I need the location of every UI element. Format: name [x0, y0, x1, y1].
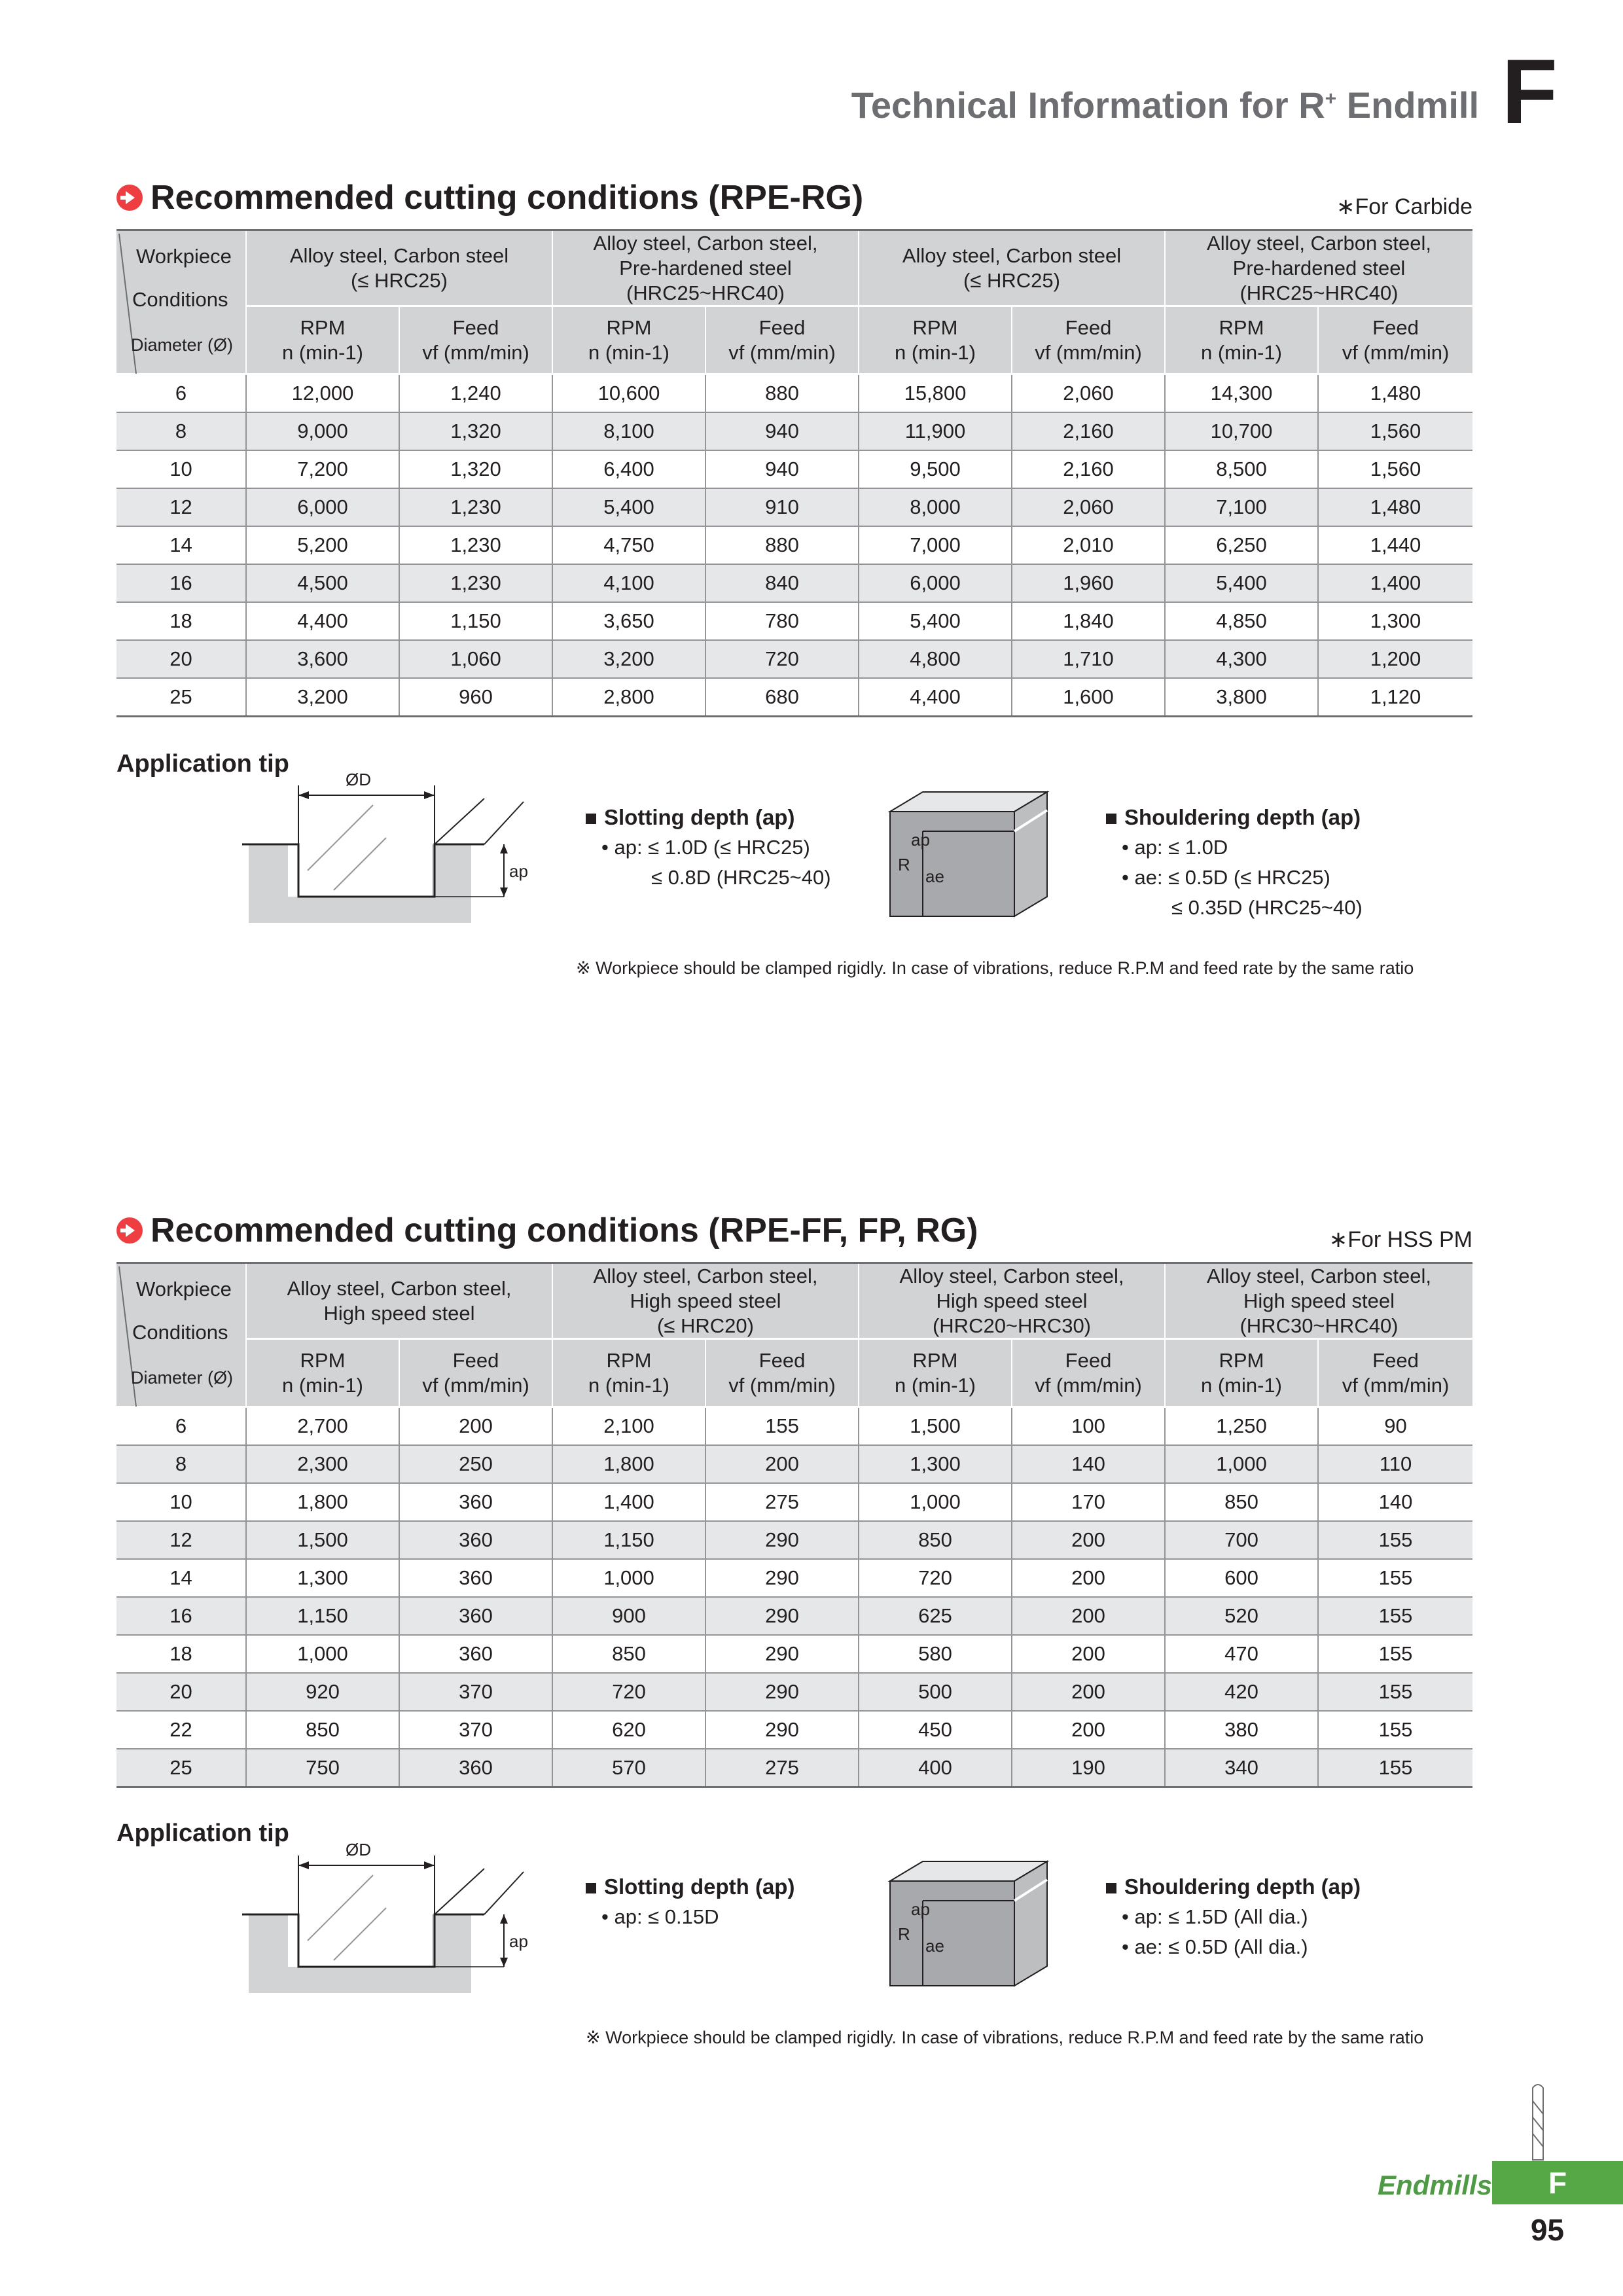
rpm-header: RPM n (min-1) — [859, 1339, 1012, 1407]
feed-cell: 1,320 — [399, 412, 552, 450]
feed-cell: 370 — [399, 1673, 552, 1711]
rpm-cell: 4,300 — [1165, 640, 1318, 678]
table-row — [116, 1521, 1472, 1559]
feed-cell: 960 — [399, 678, 552, 717]
feed-header: Feed vf (mm/min) — [399, 1339, 552, 1407]
rpm-cell: 1,300 — [246, 1559, 399, 1597]
rpm-cell: 2,300 — [246, 1445, 399, 1483]
rpm-header: RPM n (min-1) — [552, 306, 705, 374]
feed-cell: 1,440 — [1318, 526, 1472, 564]
rpm-cell: 3,200 — [552, 640, 705, 678]
table-row — [116, 450, 1472, 488]
cutting-table-rpe-ff-fp-rg — [116, 1262, 1472, 1788]
table-row — [116, 1483, 1472, 1521]
feed-cell: 2,010 — [1012, 526, 1165, 564]
feed-cell: 290 — [705, 1711, 859, 1749]
rpm-cell: 14,300 — [1165, 374, 1318, 413]
shoulder-block-diagram — [883, 785, 1054, 929]
feed-cell: 290 — [705, 1597, 859, 1635]
feed-cell: 880 — [705, 374, 859, 413]
table-row — [116, 640, 1472, 678]
diameter-cell: 18 — [116, 602, 246, 640]
slot-diagram — [236, 766, 550, 923]
table-row — [116, 602, 1472, 640]
feed-cell: 780 — [705, 602, 859, 640]
rpm-cell: 900 — [552, 1597, 705, 1635]
feed-cell: 1,300 — [1318, 602, 1472, 640]
group-header: Alloy steel, Carbon steel (≤ HRC25) — [859, 230, 1165, 306]
feed-cell: 1,960 — [1012, 564, 1165, 602]
feed-header: Feed vf (mm/min) — [705, 1339, 859, 1407]
rpm-cell: 3,650 — [552, 602, 705, 640]
block-ap-label: ap — [911, 830, 930, 850]
feed-cell: 2,160 — [1012, 412, 1165, 450]
feed-cell: 940 — [705, 412, 859, 450]
shouldering-depth-block: Shouldering depth (ap) • ap: ≤ 1.0D • ae: ≤ 0.5D (≤ HRC25) ≤ 0.35D (HRC25~40) — [1106, 802, 1363, 923]
rpm-cell: 10,700 — [1165, 412, 1318, 450]
page-header — [654, 39, 1571, 143]
rpm-cell: 3,200 — [246, 678, 399, 717]
rpm-cell: 2,700 — [246, 1407, 399, 1446]
feed-cell: 1,230 — [399, 488, 552, 526]
rpm-cell: 6,400 — [552, 450, 705, 488]
rpm-cell: 8,500 — [1165, 450, 1318, 488]
rpm-cell: 1,800 — [552, 1445, 705, 1483]
shoulder-block-diagram — [883, 1855, 1054, 1999]
rpm-cell: 620 — [552, 1711, 705, 1749]
feed-cell: 200 — [705, 1445, 859, 1483]
rpm-cell: 1,150 — [552, 1521, 705, 1559]
rpm-cell: 750 — [246, 1749, 399, 1787]
rpm-cell: 7,100 — [1165, 488, 1318, 526]
diameter-cell: 12 — [116, 1521, 246, 1559]
feed-cell: 1,230 — [399, 526, 552, 564]
rpm-cell: 5,400 — [552, 488, 705, 526]
rpm-cell: 580 — [859, 1635, 1012, 1673]
section-note: ∗For HSS PM — [1329, 1227, 1472, 1252]
feed-cell: 940 — [705, 450, 859, 488]
diameter-cell: 8 — [116, 1445, 246, 1483]
feed-cell: 155 — [1318, 1749, 1472, 1787]
rpm-cell: 4,750 — [552, 526, 705, 564]
group-header: Alloy steel, Carbon steel, Pre-hardened steel (HRC25~HRC40) — [1165, 230, 1472, 306]
rpm-cell: 9,000 — [246, 412, 399, 450]
slot-diagram — [236, 1836, 550, 1993]
footnote: ※ Workpiece should be clamped rigidly. In case of vibrations, reduce R.P.M and feed rate by the same ratio — [586, 2028, 1424, 2047]
rpm-cell: 700 — [1165, 1521, 1318, 1559]
table-row — [116, 1635, 1472, 1673]
table-row — [116, 1445, 1472, 1483]
feed-cell: 200 — [1012, 1597, 1165, 1635]
feed-cell: 1,840 — [1012, 602, 1165, 640]
feed-cell: 1,230 — [399, 564, 552, 602]
table-row — [116, 412, 1472, 450]
feed-cell: 290 — [705, 1559, 859, 1597]
table-row — [116, 1597, 1472, 1635]
diameter-cell: 14 — [116, 1559, 246, 1597]
table-row — [116, 1673, 1472, 1711]
rpm-cell: 4,100 — [552, 564, 705, 602]
feed-cell: 1,600 — [1012, 678, 1165, 717]
rpm-cell: 8,000 — [859, 488, 1012, 526]
rpm-cell: 4,850 — [1165, 602, 1318, 640]
feed-cell: 275 — [705, 1483, 859, 1521]
feed-cell: 155 — [705, 1407, 859, 1446]
feed-cell: 155 — [1318, 1673, 1472, 1711]
diameter-cell: 20 — [116, 640, 246, 678]
rpm-cell: 850 — [552, 1635, 705, 1673]
rpm-cell: 450 — [859, 1711, 1012, 1749]
table-row — [116, 488, 1472, 526]
block-ae-label: ae — [925, 1936, 944, 1956]
feed-cell: 910 — [705, 488, 859, 526]
rpm-cell: 1,800 — [246, 1483, 399, 1521]
rpm-cell: 380 — [1165, 1711, 1318, 1749]
feed-header: Feed vf (mm/min) — [399, 306, 552, 374]
feed-header: Feed vf (mm/min) — [1012, 306, 1165, 374]
rpm-cell: 11,900 — [859, 412, 1012, 450]
feed-cell: 360 — [399, 1597, 552, 1635]
rpm-cell: 4,400 — [859, 678, 1012, 717]
rpm-header: RPM n (min-1) — [859, 306, 1012, 374]
rpm-cell: 1,500 — [859, 1407, 1012, 1446]
rpm-cell: 850 — [859, 1521, 1012, 1559]
rpm-cell: 3,800 — [1165, 678, 1318, 717]
rpm-cell: 5,400 — [1165, 564, 1318, 602]
feed-cell: 2,060 — [1012, 488, 1165, 526]
square-bullet-icon — [586, 1883, 596, 1893]
rpm-cell: 12,000 — [246, 374, 399, 413]
feed-cell: 155 — [1318, 1521, 1472, 1559]
feed-cell: 155 — [1318, 1635, 1472, 1673]
rpm-cell: 420 — [1165, 1673, 1318, 1711]
rpm-header: RPM n (min-1) — [246, 1339, 399, 1407]
slotting-depth-block: Slotting depth (ap) • ap: ≤ 1.0D (≤ HRC25) ≤ 0.8D (HRC25~40) — [586, 802, 831, 893]
section-title-rpe-ff-fp-rg: Recommended cutting conditions (RPE-FF, FP, RG) — [116, 1211, 978, 1250]
footer-category: Endmills — [1377, 2170, 1492, 2200]
diameter-cell: 10 — [116, 1483, 246, 1521]
feed-cell: 720 — [705, 640, 859, 678]
rpm-cell: 8,100 — [552, 412, 705, 450]
diameter-cell: 16 — [116, 564, 246, 602]
rpm-cell: 400 — [859, 1749, 1012, 1787]
feed-cell: 1,120 — [1318, 678, 1472, 717]
feed-cell: 275 — [705, 1749, 859, 1787]
feed-cell: 290 — [705, 1673, 859, 1711]
table-row — [116, 564, 1472, 602]
diameter-label: ØD — [346, 1840, 371, 1859]
section-title-rpe-rg: Recommended cutting conditions (RPE-RG) — [116, 178, 863, 217]
section-bullet-icon — [116, 185, 143, 211]
table-row — [116, 526, 1472, 564]
ap-label: ap — [509, 861, 528, 881]
section-bullet-icon — [116, 1217, 143, 1244]
endmill-icon — [1518, 2081, 1558, 2166]
feed-cell: 1,480 — [1318, 488, 1472, 526]
rpm-cell: 1,000 — [246, 1635, 399, 1673]
feed-cell: 140 — [1318, 1483, 1472, 1521]
rpm-cell: 7,000 — [859, 526, 1012, 564]
feed-header: Feed vf (mm/min) — [1012, 1339, 1165, 1407]
rpm-cell: 2,800 — [552, 678, 705, 717]
feed-cell: 190 — [1012, 1749, 1165, 1787]
feed-cell: 170 — [1012, 1483, 1165, 1521]
feed-cell: 200 — [1012, 1673, 1165, 1711]
page-title: Technical Information for R+ Endmill — [851, 84, 1479, 126]
rpm-cell: 1,300 — [859, 1445, 1012, 1483]
feed-cell: 155 — [1318, 1559, 1472, 1597]
feed-cell: 90 — [1318, 1407, 1472, 1446]
rpm-cell: 1,400 — [552, 1483, 705, 1521]
feed-cell: 200 — [1012, 1711, 1165, 1749]
feed-cell: 1,200 — [1318, 640, 1472, 678]
rpm-cell: 1,000 — [859, 1483, 1012, 1521]
square-bullet-icon — [586, 814, 596, 824]
rpm-cell: 625 — [859, 1597, 1012, 1635]
feed-cell: 200 — [1012, 1521, 1165, 1559]
rpm-cell: 15,800 — [859, 374, 1012, 413]
table-corner-header: Workpiece Conditions Diameter (Ø) — [116, 230, 246, 374]
rpm-cell: 3,600 — [246, 640, 399, 678]
feed-cell: 2,060 — [1012, 374, 1165, 413]
feed-cell: 1,710 — [1012, 640, 1165, 678]
rpm-header: RPM n (min-1) — [1165, 306, 1318, 374]
feed-cell: 1,400 — [1318, 564, 1472, 602]
diameter-cell: 8 — [116, 412, 246, 450]
block-ap-label: ap — [911, 1899, 930, 1919]
rpm-header: RPM n (min-1) — [1165, 1339, 1318, 1407]
feed-cell: 1,560 — [1318, 450, 1472, 488]
chapter-letter: F — [1501, 40, 1558, 143]
feed-cell: 200 — [1012, 1635, 1165, 1673]
section-note: ∗For Carbide — [1336, 194, 1472, 219]
feed-cell: 2,160 — [1012, 450, 1165, 488]
rpm-cell: 5,200 — [246, 526, 399, 564]
feed-cell: 290 — [705, 1521, 859, 1559]
block-r-label: R — [898, 855, 910, 874]
shouldering-depth-block: Shouldering depth (ap) • ap: ≤ 1.5D (All dia.) • ae: ≤ 0.5D (All dia.) — [1106, 1872, 1361, 1962]
square-bullet-icon — [1106, 1883, 1116, 1893]
diameter-cell: 20 — [116, 1673, 246, 1711]
application-tip-label: Application tip — [116, 1820, 289, 1847]
group-header: Alloy steel, Carbon steel, High speed steel (≤ HRC20) — [552, 1263, 859, 1339]
feed-cell: 155 — [1318, 1597, 1472, 1635]
rpm-cell: 340 — [1165, 1749, 1318, 1787]
footnote: ※ Workpiece should be clamped rigidly. In case of vibrations, reduce R.P.M and feed rate by the same ratio — [576, 958, 1414, 978]
rpm-cell: 1,000 — [552, 1559, 705, 1597]
rpm-cell: 600 — [1165, 1559, 1318, 1597]
slotting-depth-block: Slotting depth (ap) • ap: ≤ 0.15D — [586, 1872, 794, 1932]
feed-cell: 200 — [1012, 1559, 1165, 1597]
feed-cell: 155 — [1318, 1711, 1472, 1749]
cutting-table-rpe-rg — [116, 229, 1472, 717]
block-r-label: R — [898, 1924, 910, 1944]
diameter-cell: 25 — [116, 678, 246, 717]
feed-cell: 140 — [1012, 1445, 1165, 1483]
feed-header: Feed vf (mm/min) — [705, 306, 859, 374]
feed-cell: 100 — [1012, 1407, 1165, 1446]
rpm-cell: 6,250 — [1165, 526, 1318, 564]
table-row — [116, 1559, 1472, 1597]
feed-cell: 1,240 — [399, 374, 552, 413]
feed-cell: 200 — [399, 1407, 552, 1446]
feed-cell: 360 — [399, 1483, 552, 1521]
group-header: Alloy steel, Carbon steel, High speed steel (HRC20~HRC30) — [859, 1263, 1165, 1339]
rpm-cell: 500 — [859, 1673, 1012, 1711]
group-header: Alloy steel, Carbon steel, High speed steel (HRC30~HRC40) — [1165, 1263, 1472, 1339]
feed-cell: 360 — [399, 1559, 552, 1597]
feed-cell: 1,480 — [1318, 374, 1472, 413]
ap-label: ap — [509, 1931, 528, 1951]
footer-chapter-tab: F — [1492, 2161, 1623, 2204]
feed-cell: 250 — [399, 1445, 552, 1483]
group-header: Alloy steel, Carbon steel, Pre-hardened steel (HRC25~HRC40) — [552, 230, 859, 306]
group-header: Alloy steel, Carbon steel (≤ HRC25) — [246, 230, 552, 306]
diameter-cell: 6 — [116, 374, 246, 413]
square-bullet-icon — [1106, 814, 1116, 824]
feed-cell: 360 — [399, 1749, 552, 1787]
group-header: Alloy steel, Carbon steel, High speed steel — [246, 1263, 552, 1339]
table-corner-header: Workpiece Conditions Diameter (Ø) — [116, 1263, 246, 1407]
feed-cell: 840 — [705, 564, 859, 602]
rpm-cell: 4,400 — [246, 602, 399, 640]
feed-cell: 880 — [705, 526, 859, 564]
diameter-cell: 25 — [116, 1749, 246, 1787]
rpm-cell: 6,000 — [246, 488, 399, 526]
table-row — [116, 1749, 1472, 1787]
diameter-cell: 6 — [116, 1407, 246, 1446]
diameter-cell: 12 — [116, 488, 246, 526]
feed-header: Feed vf (mm/min) — [1318, 306, 1472, 374]
rpm-cell: 520 — [1165, 1597, 1318, 1635]
feed-cell: 110 — [1318, 1445, 1472, 1483]
rpm-cell: 5,400 — [859, 602, 1012, 640]
feed-cell: 1,060 — [399, 640, 552, 678]
table-row — [116, 1407, 1472, 1446]
rpm-cell: 1,150 — [246, 1597, 399, 1635]
rpm-cell: 4,800 — [859, 640, 1012, 678]
rpm-cell: 7,200 — [246, 450, 399, 488]
diameter-cell: 16 — [116, 1597, 246, 1635]
table-row — [116, 1711, 1472, 1749]
diameter-cell: 14 — [116, 526, 246, 564]
rpm-cell: 9,500 — [859, 450, 1012, 488]
feed-cell: 1,560 — [1318, 412, 1472, 450]
feed-cell: 360 — [399, 1635, 552, 1673]
feed-cell: 1,320 — [399, 450, 552, 488]
rpm-cell: 920 — [246, 1673, 399, 1711]
page-number: 95 — [1530, 2213, 1564, 2247]
diameter-label: ØD — [346, 770, 371, 789]
rpm-cell: 4,500 — [246, 564, 399, 602]
rpm-cell: 720 — [552, 1673, 705, 1711]
feed-cell: 290 — [705, 1635, 859, 1673]
rpm-cell: 10,600 — [552, 374, 705, 413]
rpm-header: RPM n (min-1) — [552, 1339, 705, 1407]
rpm-cell: 850 — [1165, 1483, 1318, 1521]
table-row — [116, 374, 1472, 413]
diameter-cell: 22 — [116, 1711, 246, 1749]
diameter-cell: 10 — [116, 450, 246, 488]
rpm-cell: 2,100 — [552, 1407, 705, 1446]
rpm-cell: 570 — [552, 1749, 705, 1787]
block-ae-label: ae — [925, 867, 944, 886]
rpm-cell: 1,000 — [1165, 1445, 1318, 1483]
diameter-cell: 18 — [116, 1635, 246, 1673]
feed-cell: 680 — [705, 678, 859, 717]
feed-cell: 1,150 — [399, 602, 552, 640]
rpm-cell: 470 — [1165, 1635, 1318, 1673]
feed-header: Feed vf (mm/min) — [1318, 1339, 1472, 1407]
feed-cell: 360 — [399, 1521, 552, 1559]
rpm-cell: 1,250 — [1165, 1407, 1318, 1446]
rpm-cell: 850 — [246, 1711, 399, 1749]
application-tip-label: Application tip — [116, 750, 289, 778]
rpm-cell: 1,500 — [246, 1521, 399, 1559]
table-row — [116, 678, 1472, 717]
rpm-cell: 720 — [859, 1559, 1012, 1597]
rpm-header: RPM n (min-1) — [246, 306, 399, 374]
rpm-cell: 6,000 — [859, 564, 1012, 602]
feed-cell: 370 — [399, 1711, 552, 1749]
